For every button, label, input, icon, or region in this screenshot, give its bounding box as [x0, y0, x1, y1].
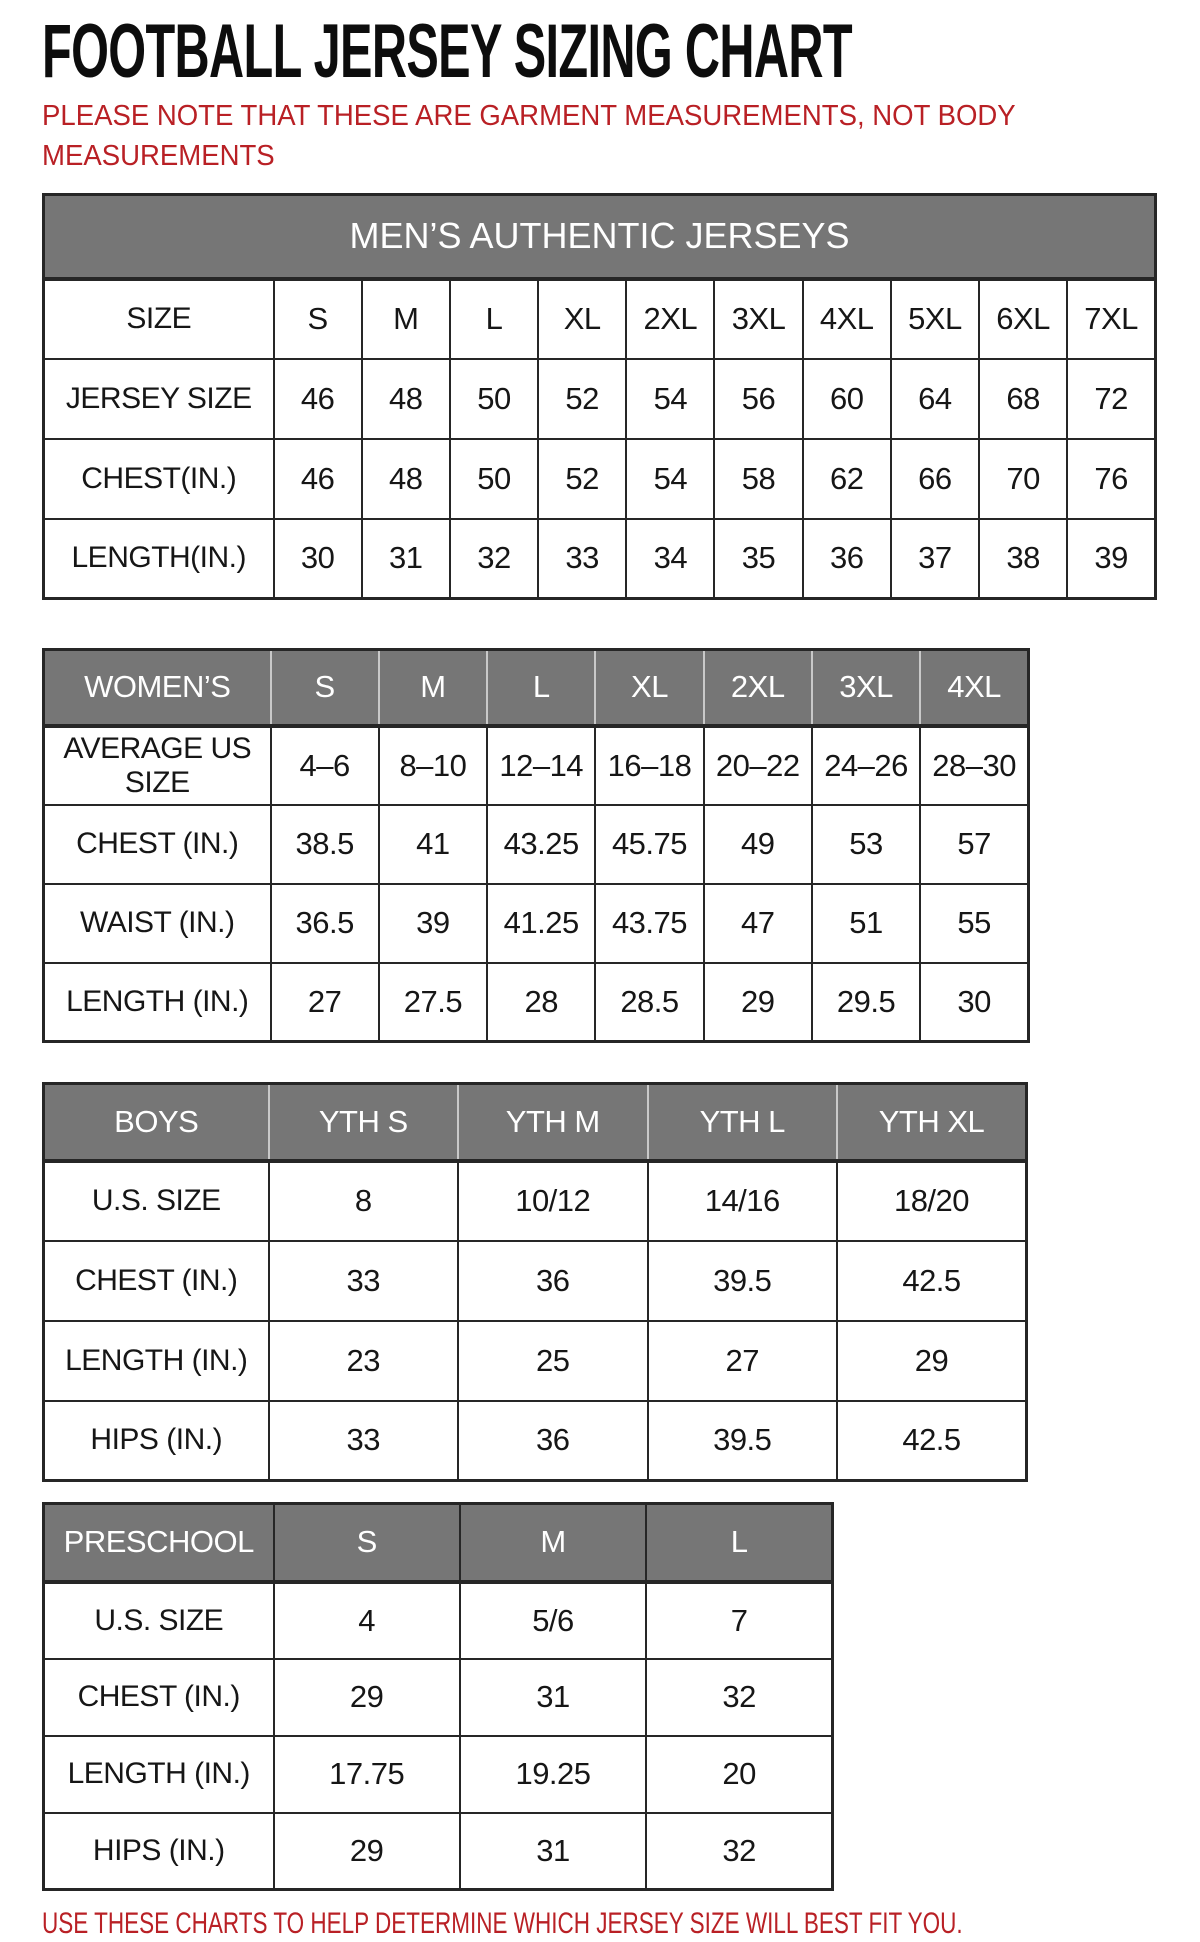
mens-table-title: MEN’S AUTHENTIC JERSEYS	[44, 195, 1156, 279]
size-value-cell: 5/6	[460, 1582, 646, 1659]
column-header: S	[274, 1504, 460, 1582]
size-value-cell: 27.5	[379, 963, 487, 1042]
size-value-cell: 33	[269, 1401, 459, 1481]
size-value-cell: 54	[626, 359, 714, 439]
size-value-cell: 3XL	[714, 279, 802, 359]
size-value-cell: 39.5	[648, 1241, 838, 1321]
table-row	[44, 1736, 833, 1813]
womens-group-label: WOMEN’S	[44, 650, 271, 726]
size-value-cell: 37	[891, 519, 979, 599]
size-value-cell: 36	[458, 1241, 648, 1321]
note-line-1: PLEASE NOTE THAT THESE ARE GARMENT MEASUREMENTS, NOT BODY	[42, 100, 1016, 132]
size-value-cell: 35	[714, 519, 802, 599]
size-value-cell: 29	[704, 963, 812, 1042]
size-value-cell: 32	[646, 1659, 832, 1736]
size-value-cell: 32	[450, 519, 538, 599]
size-value-cell: 36	[803, 519, 891, 599]
size-value-cell: 17.75	[274, 1736, 460, 1813]
size-value-cell: 36	[458, 1401, 648, 1481]
size-value-cell: 8–10	[379, 726, 487, 805]
size-value-cell: 45.75	[595, 805, 703, 884]
womens-header-row	[44, 650, 1029, 726]
table-row	[44, 1321, 1027, 1401]
size-value-cell: 27	[271, 963, 379, 1042]
table-row	[44, 1659, 833, 1736]
size-value-cell: 31	[460, 1659, 646, 1736]
size-value-cell: M	[362, 279, 450, 359]
size-value-cell: 27	[648, 1321, 838, 1401]
size-value-cell: 53	[812, 805, 920, 884]
size-value-cell: 70	[979, 439, 1067, 519]
size-value-cell: L	[450, 279, 538, 359]
row-label: CHEST(IN.)	[44, 439, 274, 519]
mens-authentic-jerseys-table	[42, 193, 1200, 600]
row-label: CHEST (IN.)	[44, 1241, 269, 1321]
table-row	[44, 1582, 833, 1659]
size-value-cell: 19.25	[460, 1736, 646, 1813]
size-value-cell: 39	[379, 884, 487, 963]
column-header: XL	[595, 650, 703, 726]
boys-sizing-table	[42, 1082, 1200, 1482]
size-value-cell: 20	[646, 1736, 832, 1813]
preschool-sizing-table	[42, 1502, 1200, 1891]
size-value-cell: 48	[362, 439, 450, 519]
size-value-cell: 52	[538, 439, 626, 519]
size-value-cell: 43.25	[487, 805, 595, 884]
row-label: U.S. SIZE	[44, 1582, 274, 1659]
boys-table	[42, 1082, 1028, 1482]
size-value-cell: 43.75	[595, 884, 703, 963]
size-value-cell: 29	[274, 1659, 460, 1736]
size-value-cell: 54	[626, 439, 714, 519]
size-value-cell: 62	[803, 439, 891, 519]
row-label: HIPS (IN.)	[44, 1813, 274, 1890]
size-value-cell: 32	[646, 1813, 832, 1890]
size-value-cell: 46	[274, 439, 362, 519]
column-header: YTH M	[458, 1084, 648, 1161]
size-value-cell: 57	[920, 805, 1028, 884]
size-value-cell: 31	[362, 519, 450, 599]
table-row	[44, 963, 1029, 1042]
table-row	[44, 519, 1156, 599]
size-value-cell: 20–22	[704, 726, 812, 805]
size-value-cell: 42.5	[837, 1401, 1027, 1481]
size-value-cell: 25	[458, 1321, 648, 1401]
table-row	[44, 805, 1029, 884]
size-value-cell: 28	[487, 963, 595, 1042]
size-value-cell: 16–18	[595, 726, 703, 805]
size-value-cell: 29	[837, 1321, 1027, 1401]
size-value-cell: 76	[1067, 439, 1155, 519]
mens-header-row	[44, 195, 1156, 279]
column-header: 2XL	[704, 650, 812, 726]
size-value-cell: 14/16	[648, 1161, 838, 1241]
row-label: WAIST (IN.)	[44, 884, 271, 963]
column-header: 4XL	[920, 650, 1028, 726]
size-value-cell: 49	[704, 805, 812, 884]
size-value-cell: 51	[812, 884, 920, 963]
size-value-cell: 33	[538, 519, 626, 599]
fit-advice-note: USE THESE CHARTS TO HELP DETERMINE WHICH JERSEY SIZE WILL BEST FIT YOU.	[42, 1907, 963, 1940]
row-label: U.S. SIZE	[44, 1161, 269, 1241]
size-value-cell: 29	[274, 1813, 460, 1890]
size-value-cell: 18/20	[837, 1161, 1027, 1241]
preschool-group-label: PRESCHOOL	[44, 1504, 274, 1582]
womens-sizing-table	[42, 648, 1200, 1043]
garment-measurements-note	[42, 96, 1142, 176]
size-value-cell: 4	[274, 1582, 460, 1659]
size-value-cell: 60	[803, 359, 891, 439]
row-label: AVERAGE US SIZE	[44, 726, 271, 805]
size-value-cell: 66	[891, 439, 979, 519]
womens-table	[42, 648, 1030, 1043]
size-value-cell: 23	[269, 1321, 459, 1401]
row-label: SIZE	[44, 279, 274, 359]
size-value-cell: 64	[891, 359, 979, 439]
size-value-cell: 30	[274, 519, 362, 599]
row-label: LENGTH (IN.)	[44, 1321, 269, 1401]
size-value-cell: 39.5	[648, 1401, 838, 1481]
mens-table	[42, 193, 1157, 600]
size-value-cell: 38	[979, 519, 1067, 599]
size-value-cell: 58	[714, 439, 802, 519]
size-value-cell: 24–26	[812, 726, 920, 805]
size-value-cell: 55	[920, 884, 1028, 963]
table-row	[44, 726, 1029, 805]
table-row	[44, 279, 1156, 359]
table-row	[44, 359, 1156, 439]
column-header: M	[379, 650, 487, 726]
size-value-cell: 41.25	[487, 884, 595, 963]
size-value-cell: 29.5	[812, 963, 920, 1042]
size-value-cell: 50	[450, 439, 538, 519]
row-label: LENGTH (IN.)	[44, 963, 271, 1042]
size-value-cell: 7	[646, 1582, 832, 1659]
size-value-cell: 41	[379, 805, 487, 884]
column-header: S	[271, 650, 379, 726]
size-value-cell: 68	[979, 359, 1067, 439]
note-line-2: MEASUREMENTS	[42, 140, 275, 172]
row-label: CHEST (IN.)	[44, 1659, 274, 1736]
size-value-cell: S	[274, 279, 362, 359]
size-value-cell: 33	[269, 1241, 459, 1321]
table-row	[44, 1401, 1027, 1481]
size-value-cell: 5XL	[891, 279, 979, 359]
size-value-cell: 4XL	[803, 279, 891, 359]
column-header: L	[646, 1504, 832, 1582]
size-value-cell: 72	[1067, 359, 1155, 439]
size-value-cell: 48	[362, 359, 450, 439]
column-header: 3XL	[812, 650, 920, 726]
boys-header-row	[44, 1084, 1027, 1161]
row-label: HIPS (IN.)	[44, 1401, 269, 1481]
size-value-cell: 28–30	[920, 726, 1028, 805]
size-value-cell: 38.5	[271, 805, 379, 884]
size-value-cell: 30	[920, 963, 1028, 1042]
column-header: YTH L	[648, 1084, 838, 1161]
preschool-header-row	[44, 1504, 833, 1582]
size-value-cell: 46	[274, 359, 362, 439]
preschool-table	[42, 1502, 834, 1891]
column-header: YTH XL	[837, 1084, 1027, 1161]
size-value-cell: 10/12	[458, 1161, 648, 1241]
size-value-cell: 6XL	[979, 279, 1067, 359]
size-value-cell: 31	[460, 1813, 646, 1890]
size-value-cell: 50	[450, 359, 538, 439]
table-row	[44, 439, 1156, 519]
boys-group-label: BOYS	[44, 1084, 269, 1161]
page-title: FOOTBALL JERSEY SIZING CHART	[42, 9, 852, 94]
size-value-cell: 47	[704, 884, 812, 963]
row-label: JERSEY SIZE	[44, 359, 274, 439]
size-value-cell: 52	[538, 359, 626, 439]
size-value-cell: 2XL	[626, 279, 714, 359]
column-header: L	[487, 650, 595, 726]
size-value-cell: 36.5	[271, 884, 379, 963]
size-value-cell: 7XL	[1067, 279, 1155, 359]
row-label: CHEST (IN.)	[44, 805, 271, 884]
row-label: LENGTH (IN.)	[44, 1736, 274, 1813]
size-value-cell: 28.5	[595, 963, 703, 1042]
table-row	[44, 1241, 1027, 1321]
size-value-cell: 8	[269, 1161, 459, 1241]
size-value-cell: 12–14	[487, 726, 595, 805]
size-value-cell: 34	[626, 519, 714, 599]
size-value-cell: 42.5	[837, 1241, 1027, 1321]
size-value-cell: 39	[1067, 519, 1155, 599]
column-header: M	[460, 1504, 646, 1582]
size-value-cell: 4–6	[271, 726, 379, 805]
table-row	[44, 1161, 1027, 1241]
size-value-cell: 56	[714, 359, 802, 439]
table-row	[44, 1813, 833, 1890]
size-value-cell: XL	[538, 279, 626, 359]
row-label: LENGTH(IN.)	[44, 519, 274, 599]
column-header: YTH S	[269, 1084, 459, 1161]
table-row	[44, 884, 1029, 963]
